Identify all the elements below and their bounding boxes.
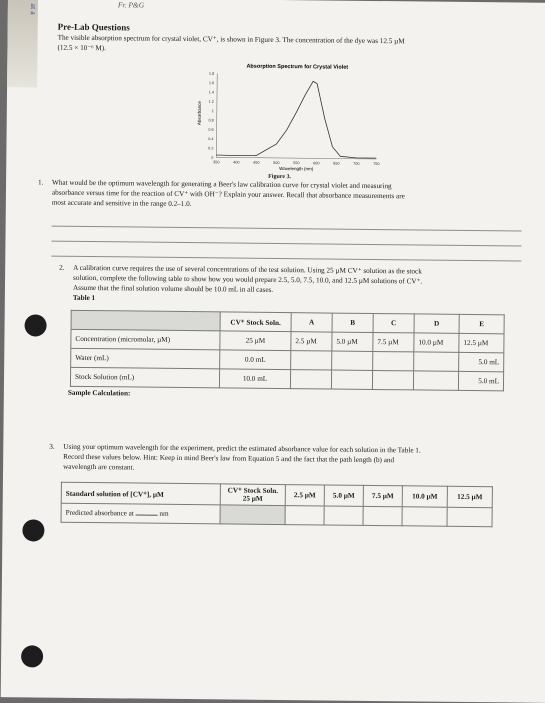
q1-text-1: What would be the optimum wavelength for generating a Beer's law calibration curve for crystal violet and measuring	[52, 178, 392, 191]
y-tick-label: 0	[211, 155, 214, 160]
table-1-title: Table 1	[72, 293, 96, 303]
y-tick-label: 0.6	[208, 127, 214, 132]
answer-line	[51, 241, 521, 247]
answer-cell[interactable]	[414, 352, 459, 371]
y-tick-label: 1.4	[208, 90, 215, 95]
binder-hole	[21, 645, 43, 667]
table-1	[70, 310, 505, 392]
worksheet-page	[1, 0, 545, 703]
table-header-cell: A	[291, 313, 332, 332]
table-header-cell: 12.5 µM	[447, 486, 492, 507]
table-predicted-absorbance	[61, 482, 493, 528]
q2-number: 2.	[59, 263, 65, 272]
answer-cell[interactable]	[447, 507, 492, 526]
table-cell: 2.5 µM	[291, 332, 332, 351]
table-header-cell: Standard solution of [CV⁺], µM	[61, 482, 220, 505]
q2-text-2: solution, complete the following table to show how you would prepare 2.5, 5.0, 7.5, 10.0, and 12.5 µM solutions of CV⁺.	[73, 273, 423, 286]
answer-cell[interactable]	[285, 506, 324, 525]
table-cell: 7.5 µM	[373, 332, 414, 351]
handwritten-note: Fr. P&G	[117, 0, 145, 10]
y-tick-label: 1	[211, 109, 214, 114]
q1-text-2: absorbance versus time for the reaction of CV⁺ with OH⁻? Explain your answer. Recall that absorbance measurements are	[51, 188, 405, 201]
answer-cell[interactable]	[291, 351, 332, 370]
answer-cell[interactable]	[331, 370, 372, 389]
chart-title: Absorption Spectrum for Crystal Violet	[246, 63, 349, 71]
answer-cell[interactable]	[332, 351, 373, 370]
table-cell: 25 µM	[220, 331, 291, 351]
answer-line	[52, 226, 522, 232]
answer-cell[interactable]	[290, 370, 331, 389]
table-header-cell: E	[459, 314, 504, 333]
answer-cell[interactable]	[363, 506, 402, 525]
q3-text-1: Using your optimum wavelength for the experiment, predict the estimated absorbance value for each solution in the Table 1.	[63, 442, 421, 455]
chart-xlabel: Wavelength (nm)	[279, 165, 314, 172]
x-tick-label: 700	[353, 161, 360, 166]
y-tick-label: 1.6	[208, 81, 215, 86]
y-axis	[216, 73, 217, 157]
absorbance-curve	[216, 80, 377, 158]
q3-text-3: wavelength are constant.	[63, 462, 135, 472]
table-header-cell: 5.0 µM	[324, 485, 363, 506]
table-cell: 0.0 mL	[220, 350, 291, 370]
row-label: Predicted absorbance at nm	[61, 503, 220, 524]
answer-line	[51, 256, 521, 262]
y-tick-label: 0.4	[208, 137, 214, 142]
binder-hole	[24, 314, 46, 336]
x-tick-label: 750	[373, 161, 380, 167]
intro-text-1: The visible absorption spectrum for crystal violet, CV⁺, is shown in Figure 3. The concentration of the dye was 12.5 µM	[57, 33, 405, 46]
intro-text-2: (12.5 × 10⁻⁶ M).	[57, 43, 107, 53]
q3-number: 3.	[49, 442, 55, 451]
table-cell: 5.0 mL	[458, 371, 503, 390]
q1-text-3: most accurate and sensitive in the range 0.2–1.0.	[51, 198, 192, 209]
answer-cell[interactable]	[373, 351, 414, 370]
table-row	[61, 503, 492, 527]
x-tick-label: 350	[213, 160, 220, 165]
table-header-cell: D	[414, 314, 459, 333]
x-tick-label: 650	[333, 161, 340, 166]
table-header-cell	[71, 310, 220, 331]
absorption-chart	[186, 57, 387, 179]
figure-label: Figure 3.	[268, 173, 292, 181]
table-header-cell: 7.5 µM	[363, 485, 402, 506]
wavelength-blank[interactable]	[136, 515, 158, 516]
table-header-cell: B	[332, 313, 373, 332]
table-cell: 10.0 mL	[219, 369, 290, 389]
table-header-cell: CV⁺ Stock Soln.	[220, 312, 291, 332]
y-tick-label: 0.8	[208, 118, 214, 123]
x-tick-label: 600	[313, 161, 320, 166]
row-label: Stock Solution (mL)	[70, 367, 219, 388]
binder-hole	[22, 519, 44, 541]
y-tick-label: 1.2	[208, 99, 214, 104]
x-tick-label: 400	[233, 160, 240, 165]
table-cell	[220, 505, 285, 525]
answer-cell[interactable]	[413, 371, 458, 390]
table-header-cell: C	[373, 313, 414, 332]
table-row	[70, 367, 503, 391]
q1-number: 1.	[38, 178, 44, 187]
q2-text-1: A calibration curve requires the use of several concentrations of the test solution. Using 25 µM CV⁺ solution as the stock	[73, 263, 422, 276]
table-cell: 12.5 µM	[459, 333, 504, 352]
x-tick-label: 500	[273, 160, 280, 165]
answer-cell[interactable]	[402, 507, 447, 526]
answer-cell[interactable]	[324, 506, 363, 525]
table-cell: 5.0 µM	[332, 332, 373, 351]
table-header-cell: 2.5 µM	[285, 485, 324, 506]
table-header-cell: CV⁺ Stock Soln. 25 µM	[220, 484, 285, 506]
answer-cell[interactable]	[372, 370, 413, 389]
y-tick-label: 1.8	[208, 71, 215, 76]
q3-text-2: Record these values below. Hint: Keep in mind Beer's law from Equation 5 and the fact that the path length (b) and	[63, 452, 395, 465]
q2-text-3: Assume that the final solution volume should be 10.0 mL in all cases.	[72, 283, 274, 294]
table-cell: 10.0 µM	[414, 333, 459, 352]
sample-calculation-label: Sample Calculation:	[67, 388, 131, 398]
row-label: Water (mL)	[71, 348, 220, 369]
table-header-cell: 10.0 µM	[402, 486, 447, 507]
margin-note: at a	[7, 0, 38, 87]
table-cell: 5.0 mL	[459, 352, 504, 371]
y-tick-label: 0.2	[208, 146, 214, 151]
x-tick-label: 550	[293, 161, 300, 166]
x-tick-label: 450	[253, 160, 260, 165]
row-label: Concentration (micromolar, µM)	[71, 329, 220, 350]
chart-ylabel: Absorbance	[196, 101, 202, 126]
page-title: Pre-Lab Questions	[57, 21, 130, 33]
